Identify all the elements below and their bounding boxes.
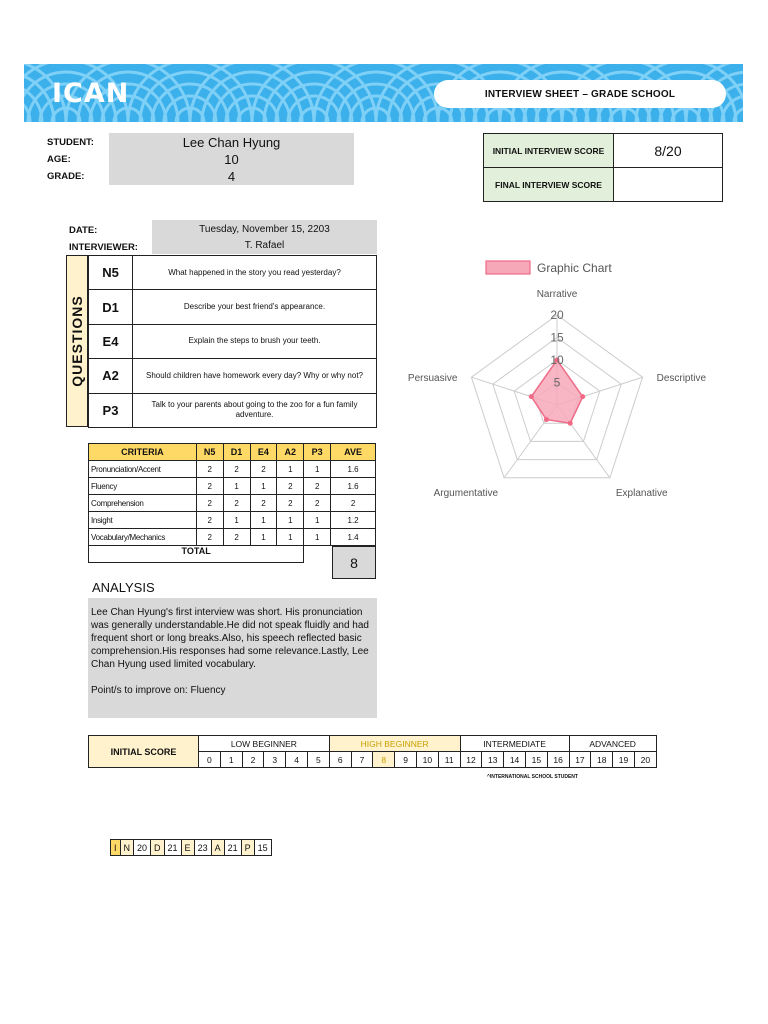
question-text: Should children have homework every day? Why or why not? bbox=[133, 359, 377, 393]
radar-axis-label: Explanative bbox=[615, 487, 668, 499]
initial-score-value: 8/20 bbox=[614, 134, 723, 168]
scale-band: INTERMEDIATE bbox=[460, 736, 569, 752]
scale-number: 2 bbox=[242, 752, 264, 768]
student-grade: 4 bbox=[227, 169, 236, 184]
questions-table bbox=[88, 255, 377, 428]
summary-strip bbox=[110, 839, 272, 856]
criteria-row bbox=[89, 512, 376, 529]
header-banner bbox=[24, 64, 743, 122]
scale-number: 15 bbox=[525, 752, 547, 768]
question-text: Describe your best friend's appearance. bbox=[133, 290, 377, 324]
criteria-table bbox=[88, 443, 376, 563]
strip-cell: P bbox=[241, 840, 254, 856]
scale-number: 9 bbox=[395, 752, 417, 768]
question-row bbox=[89, 256, 377, 290]
strip-cell: A bbox=[211, 840, 224, 856]
criteria-average: 1.4 bbox=[331, 529, 376, 546]
radar-series bbox=[531, 360, 582, 423]
total-value: 8 bbox=[332, 546, 376, 579]
strip-cell: N bbox=[120, 840, 134, 856]
radar-point bbox=[568, 421, 573, 426]
criteria-header-row bbox=[89, 444, 376, 461]
scale-band: LOW BEGINNER bbox=[199, 736, 330, 752]
analysis-box bbox=[88, 598, 377, 718]
radar-axis-label: Descriptive bbox=[656, 373, 707, 385]
criteria-name: Comprehension bbox=[89, 495, 197, 512]
radar-tick-label: 5 bbox=[553, 375, 561, 390]
criteria-header: A2 bbox=[277, 444, 304, 461]
question-text: Explain the steps to brush your teeth. bbox=[133, 324, 377, 358]
scale-number: 6 bbox=[329, 752, 351, 768]
questions-label: QUESTIONS bbox=[69, 295, 85, 387]
criteria-score: 2 bbox=[277, 478, 304, 495]
ican-logo: ICAN bbox=[52, 78, 130, 109]
criteria-score: 1 bbox=[223, 478, 250, 495]
criteria-name: Vocabulary/Mechanics bbox=[89, 529, 197, 546]
criteria-header: D1 bbox=[223, 444, 250, 461]
criteria-header: CRITERIA bbox=[89, 444, 197, 461]
radar-axis-label: Argumentative bbox=[433, 487, 499, 499]
scale-number: 12 bbox=[460, 752, 482, 768]
sheet-title: INTERVIEW SHEET – GRADE SCHOOL bbox=[434, 80, 726, 108]
scale-number: 11 bbox=[438, 752, 460, 768]
radar-tick-label: 20 bbox=[550, 308, 564, 322]
legend-label: Graphic Chart bbox=[537, 261, 612, 275]
criteria-row bbox=[89, 495, 376, 512]
radar-tick-label: 10 bbox=[550, 353, 564, 367]
criteria-score: 2 bbox=[196, 478, 223, 495]
criteria-score: 2 bbox=[250, 495, 277, 512]
questions-side-label bbox=[66, 255, 88, 427]
criteria-average: 1.6 bbox=[331, 478, 376, 495]
student-name: Lee Chan Hyung bbox=[182, 135, 281, 150]
scale-band: ADVANCED bbox=[569, 736, 656, 752]
scale-number: 16 bbox=[547, 752, 569, 768]
scale-head: INITIAL SCORE bbox=[89, 736, 199, 768]
criteria-score: 1 bbox=[304, 461, 331, 478]
radar-axis-label: Persuasive bbox=[407, 373, 458, 385]
scale-number: 14 bbox=[504, 752, 526, 768]
strip-cell: I bbox=[111, 840, 121, 856]
interview-date: Tuesday, November 15, 2203 bbox=[199, 224, 330, 235]
criteria-score: 2 bbox=[196, 495, 223, 512]
criteria-name: Fluency bbox=[89, 478, 197, 495]
scale-number: 18 bbox=[591, 752, 613, 768]
scale-number-selected: 8 bbox=[373, 752, 395, 768]
criteria-score: 1 bbox=[250, 512, 277, 529]
criteria-name: Insight bbox=[89, 512, 197, 529]
criteria-score: 2 bbox=[250, 461, 277, 478]
criteria-score: 2 bbox=[196, 529, 223, 546]
criteria-score: 1 bbox=[277, 512, 304, 529]
criteria-score: 2 bbox=[223, 529, 250, 546]
strip-cell: 20 bbox=[134, 840, 151, 856]
criteria-row bbox=[89, 461, 376, 478]
scale-number: 7 bbox=[351, 752, 373, 768]
criteria-name: Pronunciation/Accent bbox=[89, 461, 197, 478]
question-row bbox=[89, 290, 377, 324]
criteria-header: P3 bbox=[304, 444, 331, 461]
radar-point bbox=[544, 417, 549, 422]
student-label: STUDENT: bbox=[47, 137, 94, 148]
criteria-score: 1 bbox=[250, 478, 277, 495]
criteria-header: AVE bbox=[331, 444, 376, 461]
student-age: 10 bbox=[224, 152, 239, 167]
question-code: A2 bbox=[89, 359, 133, 393]
scale-number: 20 bbox=[634, 752, 656, 768]
strip-cell: E bbox=[181, 840, 194, 856]
question-code: P3 bbox=[89, 393, 133, 427]
strip-cell: 15 bbox=[254, 840, 271, 856]
analysis-heading: ANALYSIS bbox=[92, 580, 155, 595]
question-text: Talk to your parents about going to the zoo for a fun family adventure. bbox=[133, 393, 377, 427]
question-text: What happened in the story you read yesterday? bbox=[133, 256, 377, 290]
date-interviewer-box bbox=[152, 220, 377, 254]
scale-number: 3 bbox=[264, 752, 286, 768]
criteria-row bbox=[89, 529, 376, 546]
question-row bbox=[89, 359, 377, 393]
scale-number: 1 bbox=[220, 752, 242, 768]
criteria-average: 2 bbox=[331, 495, 376, 512]
interview-score-table bbox=[483, 133, 723, 202]
final-score-label: FINAL INTERVIEW SCORE bbox=[484, 168, 614, 202]
radar-point bbox=[580, 394, 585, 399]
scale-number: 17 bbox=[569, 752, 591, 768]
criteria-score: 1 bbox=[250, 529, 277, 546]
scale-number: 19 bbox=[613, 752, 635, 768]
criteria-header: N5 bbox=[196, 444, 223, 461]
scale-number: 4 bbox=[286, 752, 308, 768]
criteria-average: 1.2 bbox=[331, 512, 376, 529]
criteria-score: 1 bbox=[277, 461, 304, 478]
student-info-box bbox=[109, 133, 354, 185]
criteria-row bbox=[89, 478, 376, 495]
criteria-header: E4 bbox=[250, 444, 277, 461]
date-label: DATE: bbox=[69, 225, 98, 236]
criteria-average: 1.6 bbox=[331, 461, 376, 478]
question-row bbox=[89, 393, 377, 427]
improvement-note: Point/s to improve on: Fluency bbox=[91, 685, 226, 696]
criteria-score: 2 bbox=[196, 461, 223, 478]
strip-cell: 23 bbox=[194, 840, 211, 856]
criteria-score: 2 bbox=[223, 495, 250, 512]
criteria-score: 2 bbox=[277, 495, 304, 512]
final-score-value[interactable] bbox=[614, 168, 723, 202]
radar-chart bbox=[390, 255, 730, 525]
criteria-score: 1 bbox=[304, 512, 331, 529]
strip-cell: 21 bbox=[164, 840, 181, 856]
question-code: D1 bbox=[89, 290, 133, 324]
criteria-score: 2 bbox=[223, 461, 250, 478]
total-label: TOTAL bbox=[89, 546, 304, 563]
strip-cell: 21 bbox=[224, 840, 241, 856]
question-code: N5 bbox=[89, 256, 133, 290]
criteria-score: 1 bbox=[304, 529, 331, 546]
grade-label: GRADE: bbox=[47, 171, 85, 182]
analysis-body: Lee Chan Hyung's first interview was short. His pronunciation was generally understandable.He did not speak fluidly and had frequent short or long breaks.Also, his speech reflected basic comprehension.His responses had some relevance.Lastly, Lee Chan Hyung used limited vocabulary. bbox=[91, 607, 369, 670]
criteria-score: 2 bbox=[304, 495, 331, 512]
scale-number: 10 bbox=[416, 752, 438, 768]
criteria-score: 2 bbox=[196, 512, 223, 529]
interviewer-name: T. Rafael bbox=[244, 240, 285, 251]
scale-footnote: ^INTERNATIONAL SCHOOL STUDENT bbox=[487, 774, 578, 780]
scale-band: HIGH BEGINNER bbox=[329, 736, 460, 752]
interviewer-label: INTERVIEWER: bbox=[69, 242, 138, 253]
question-code: E4 bbox=[89, 324, 133, 358]
radar-axis-label: Narrative bbox=[536, 289, 578, 300]
radar-tick-label: 15 bbox=[550, 330, 564, 345]
scale-number: 5 bbox=[307, 752, 329, 768]
age-label: AGE: bbox=[47, 154, 71, 165]
criteria-score: 1 bbox=[277, 529, 304, 546]
scale-number: 13 bbox=[482, 752, 504, 768]
legend-swatch bbox=[486, 261, 530, 274]
scale-number: 0 bbox=[199, 752, 221, 768]
initial-score-label: INITIAL INTERVIEW SCORE bbox=[484, 134, 614, 168]
strip-cell: D bbox=[151, 840, 165, 856]
criteria-score: 1 bbox=[223, 512, 250, 529]
criteria-score: 2 bbox=[304, 478, 331, 495]
initial-score-scale bbox=[88, 735, 657, 768]
question-row bbox=[89, 324, 377, 358]
radar-point bbox=[529, 394, 534, 399]
